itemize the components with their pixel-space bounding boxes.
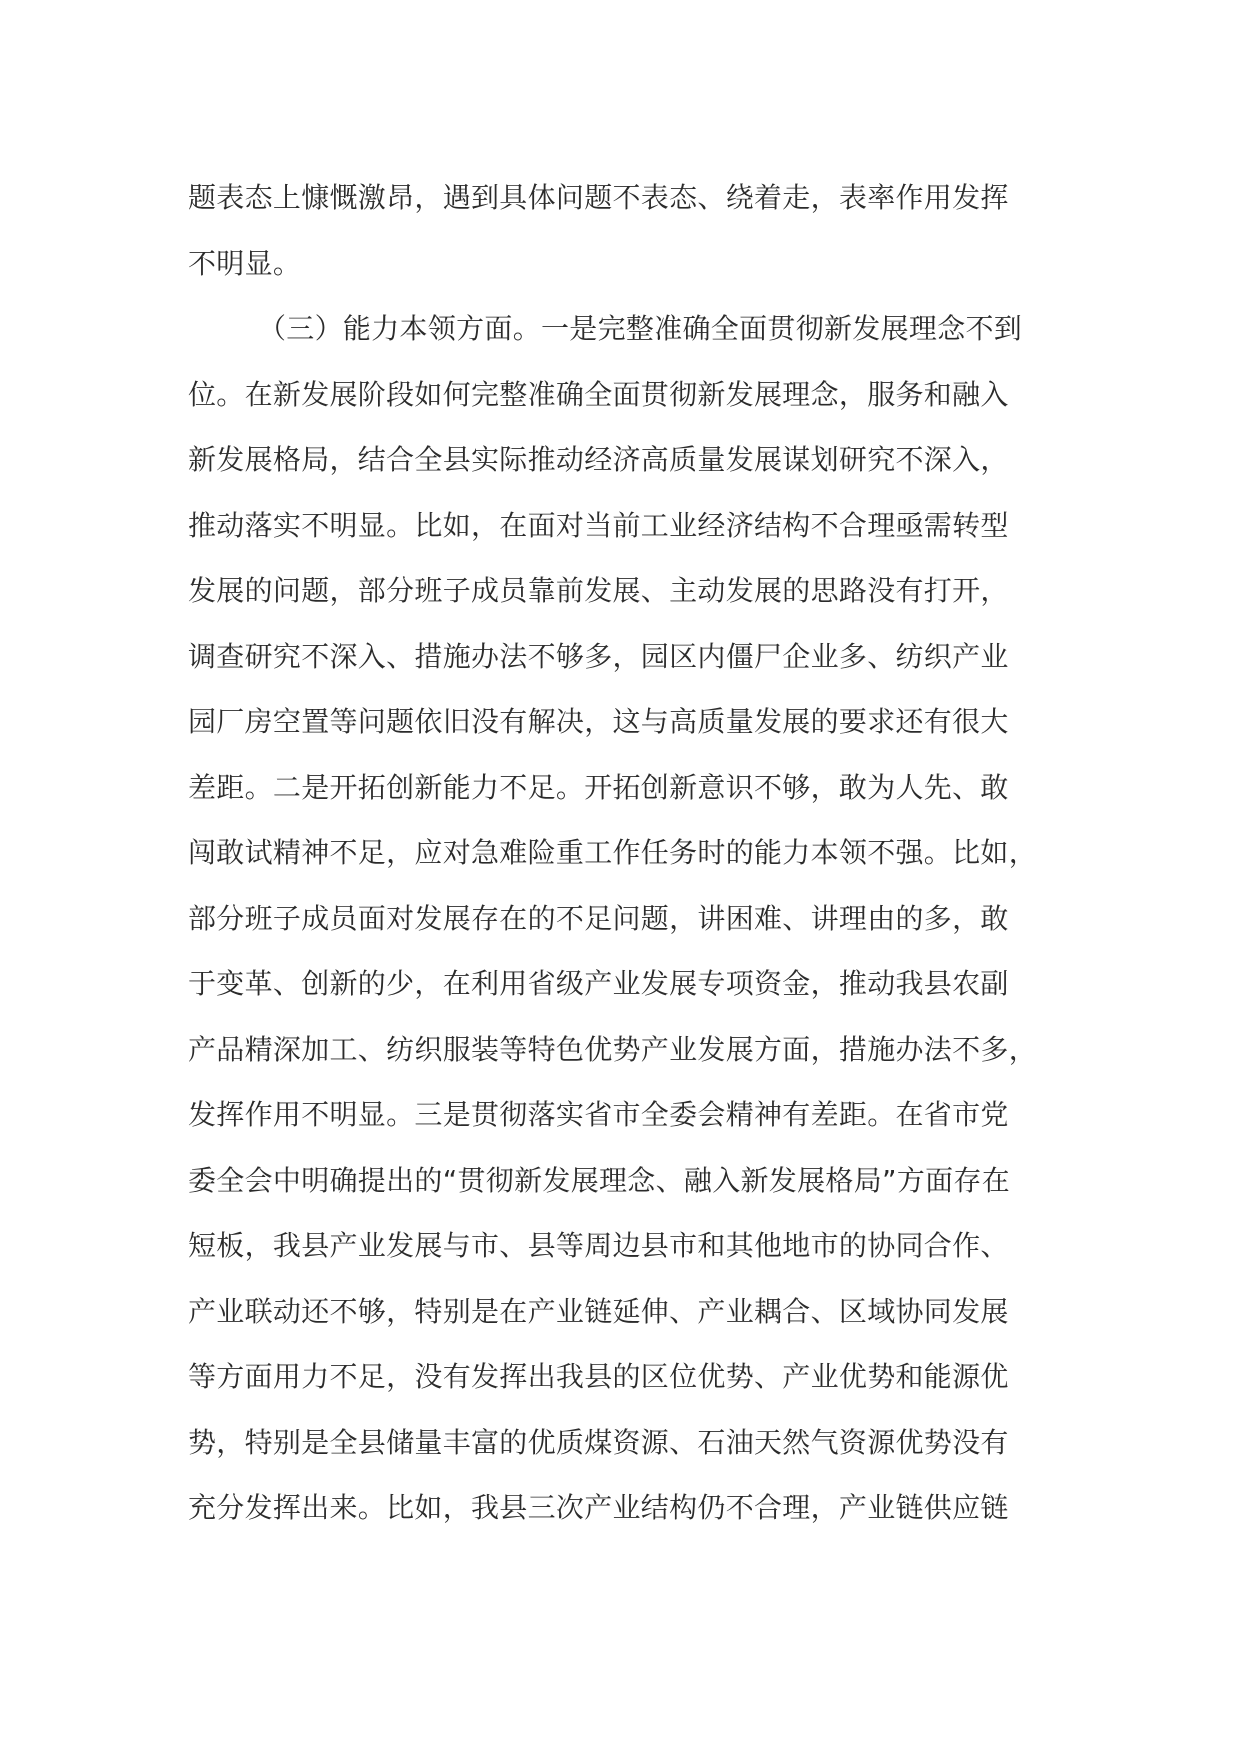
text-line: 位。在新发展阶段如何完整准确全面贯彻新发展理念，服务和融入 (188, 377, 1009, 411)
section-heading-line: （三）能力本领方面。一是完整准确全面贯彻新发展理念不到 (258, 312, 1023, 345)
text-line: 发展的问题，部分班子成员靠前发展、主动发展的思路没有打开， (188, 574, 1009, 607)
text-line: 调查研究不深入、措施办法不够多，园区内僵尸企业多、纺织产业 (188, 639, 1009, 673)
text-line: 推动落实不明显。比如，在面对当前工业经济结构不合理亟需转型 (188, 508, 1009, 542)
text-line: 新发展格局，结合全县实际推动经济高质量发展谋划研究不深入， (188, 443, 1009, 476)
text-line: 产品精深加工、纺织服装等特色优势产业发展方面，措施办法不多， (188, 1032, 1038, 1066)
text-line: 产业联动还不够，特别是在产业链延伸、产业耦合、区域协同发展 (188, 1294, 1009, 1328)
text-line: 短板，我县产业发展与市、县等周边县市和其他地市的协同合作、 (188, 1229, 1009, 1262)
body-text (188, 165, 1068, 1541)
text-line: 委全会中明确提出的“贯彻新发展理念、融入新发展格局”方面存在 (188, 1163, 1011, 1197)
text-line: 势，特别是全县储量丰富的优质煤资源、石油天然气资源优势没有 (188, 1425, 1009, 1459)
text-line: 发挥作用不明显。三是贯彻落实省市全委会精神有差距。在省市党 (188, 1098, 1009, 1131)
text-line: 题表态上慷慨激昂，遇到具体问题不表态、绕着走，表率作用发挥 (188, 181, 1009, 214)
text-line: 不明显。 (188, 246, 302, 280)
text-line: 于变革、创新的少，在利用省级产业发展专项资金，推动我县农副 (188, 967, 1009, 1000)
text-line: 闯敢试精神不足，应对急难险重工作任务时的能力本领不强。比如， (188, 836, 1038, 869)
text-line: 差距。二是开拓创新能力不足。开拓创新意识不够，敢为人先、敢 (188, 770, 1009, 804)
text-line: 园厂房空置等问题依旧没有解决，这与高质量发展的要求还有很大 (188, 705, 1009, 738)
text-line: 等方面用力不足，没有发挥出我县的区位优势、产业优势和能源优 (188, 1360, 1009, 1393)
text-line: 部分班子成员面对发展存在的不足问题，讲困难、讲理由的多，敢 (188, 901, 1009, 935)
text-line: 充分发挥出来。比如，我县三次产业结构仍不合理，产业链供应链 (188, 1491, 1009, 1524)
